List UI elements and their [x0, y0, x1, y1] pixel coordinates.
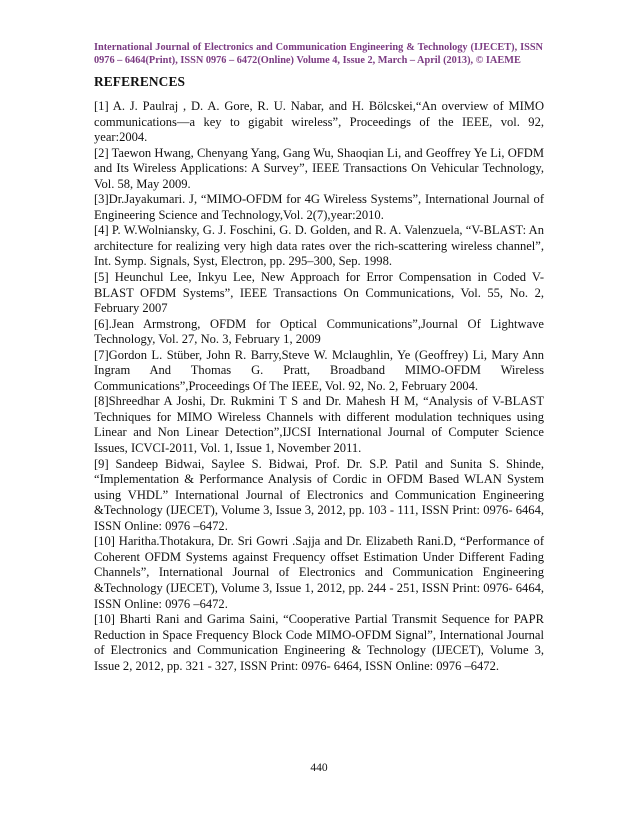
reference-item: [3]Dr.Jayakumari. J, “MIMO-OFDM for 4G Wireless Systems”, International Journal of Engineering Science and Technology,Vol. 2(7),year:2010. — [94, 192, 544, 222]
reference-list — [94, 99, 544, 674]
reference-item: [10] Haritha.Thotakura, Dr. Sri Gowri .Sajja and Dr. Elizabeth Rani.D, “Performance of Coherent OFDM Systems against Frequency offset Estimation Under Different Fading Channels”, International Journal of Electronics and Communication Engineering &Technology (IJECET), Volume 3, Issue 1, 2012, pp. 244 - 251, ISSN Print: 0976- 6464, ISSN Online: 0976 –6472. — [94, 534, 544, 611]
reference-item: [7]Gordon L. Stüber, John R. Barry,Steve W. Mclaughlin, Ye (Geoffrey) Li, Mary Ann Ingram And Thomas G. Pratt, Broadband MIMO-OFDM Wireless Communications”,Proceedings Of The IEEE, Vol. 92, No. 2, February 2004. — [94, 347, 544, 393]
page-number: 440 — [310, 762, 328, 774]
reference-item: [4] P. W.Wolniansky, G. J. Foschini, G. D. Golden, and R. A. Valenzuela, “V-BLAST: An architecture for realizing very high data rates over the rich-scattering wireless channel”, Int. Symp. Signals, Syst, Electron, pp. 295–300, Sep. 1998. — [94, 223, 544, 269]
reference-item: [6].Jean Armstrong, OFDM for Optical Communications”,Journal Of Lightwave Technology, Vol. 27, No. 3, February 1, 2009 — [94, 316, 544, 347]
reference-item: [2] Taewon Hwang, Chenyang Yang, Gang Wu, Shaoqian Li, and Geoffrey Ye Li, OFDM and Its Wireless Applications: A Survey”, IEEE Transactions On Vehicular Technology, Vol. 58, May 2009. — [94, 145, 544, 191]
reference-item: [8]Shreedhar A Joshi, Dr. Rukmini T S and Dr. Mahesh H M, “Analysis of V-BLAST Techniques for MIMO Wireless Channels with different modulation techniques using Linear and Non Linear Detection”,IJCSI International Journal of Computer Science Issues, ICVCI-2011, Vol. 1, Issue 1, November 2011. — [94, 394, 544, 456]
reference-item: [9] Sandeep Bidwai, Saylee S. Bidwai, Prof. Dr. S.P. Patil and Sunita S. Shinde, “Implementation & Performance Analysis of Cordic in OFDM Based WLAN System using VHDL” International Journal of Electronics and Communication Engineering &Technology (IJECET), Volume 3, Issue 3, 2012, pp. 103 - 111, ISSN Print: 0976- 6464, ISSN Online: 0976 –6472. — [94, 456, 544, 533]
section-heading: REFERENCES — [94, 74, 186, 89]
reference-item: [10] Bharti Rani and Garima Saini, “Cooperative Partial Transmit Sequence for PAPR Reduction in Space Frequency Block Code MIMO-OFDM Signal”, International Journal of Electronics and Communication Engineering & Technology (IJECET), Volume 3, Issue 2, 2012, pp. 321 - 327, ISSN Print: 0976- 6464, ISSN Online: 0976 –6472. — [94, 612, 544, 673]
reference-item: [1] A. J. Paulraj , D. A. Gore, R. U. Nabar, and H. Bölcskei,“An overview of MIMO communications—a key to gigabit wireless”, Proceedings of the IEEE, vol. 92, year:2004. — [94, 99, 544, 145]
reference-item: [5] Heunchul Lee, Inkyu Lee, New Approach for Error Compensation in Coded V-BLAST OFDM Systems”, IEEE Transactions On Communications, Vol. 55, No. 2, February 2007 — [94, 270, 544, 316]
running-head: International Journal of Electronics and Communication Engineering & Technology (IJECET), ISSN 0976 – 6464(Print), ISSN 0976 – 6472(Online) Volume 4, Issue 2, March – April (2013), © IAEME — [94, 42, 543, 66]
